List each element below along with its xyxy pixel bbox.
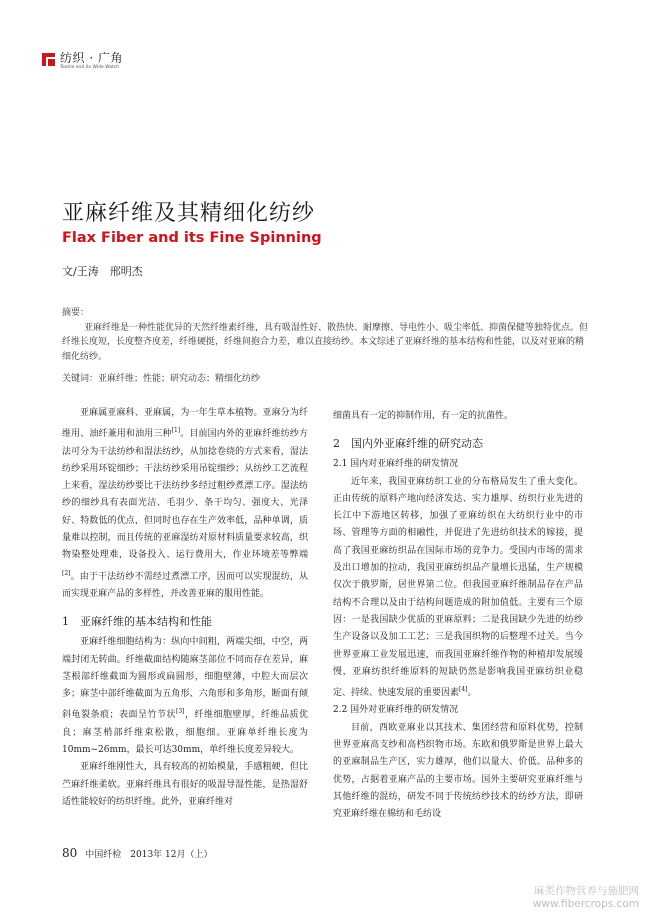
section-logo-icon xyxy=(42,53,55,66)
paragraph-intro: 亚麻属亚麻科、亚麻属，为一年生草本植物。亚麻分为纤维用、油纤兼用和油用三种[1]。目前国内外的亚麻纤维纺纱方法可分为干法纺纱和湿法纺纱，从加捻卷绕的方式来看，湿法纺纱采用环锭细纱；干法纺纱采用吊锭细纱；从纺纱工艺流程上来看，湿法纺纱要比干法纺纱多经过粗纱煮漂工序。湿法纺纱的细纱具有表面光洁、毛羽少、条干均匀、强度大、光泽好、特数低的优点，但同时也存在生产效率低，品种单调，质量难以控制，而且传统的亚麻湿纺对原材料质量要求较高，织物染整处理难，设备投入、运行费用大，作业环境差等弊端[2]。由于干法纺纱不需经过煮漂工序，因而可以实现混纺，从而实现亚麻产品的多样性，并改善亚麻的服用性能。 xyxy=(62,408,308,599)
abstract xyxy=(62,306,588,364)
citation-ref[interactable]: [4] xyxy=(459,686,468,694)
article-title-en: Flax Fiber and its Fine Spinning xyxy=(62,230,322,246)
paragraph-properties: 亚麻纤维刚性大，具有较高的初始模量，手感粗硬，但比苎麻纤维柔软。亚麻纤维具有很好的吸湿导湿性能，是热湿舒适性能较好的纺织纤维。此外，亚麻纤维对 xyxy=(62,762,308,807)
section-heading-1: 1 亚麻纤维的基本结构和性能 xyxy=(62,615,212,629)
abstract-label: 摘要： xyxy=(62,308,90,318)
citation-ref[interactable]: [3] xyxy=(176,708,185,716)
article-title-cn: 亚麻纤维及其精细化纺纱 xyxy=(62,201,316,226)
journal-info: 中国纤检 2013年 12月（上） xyxy=(85,850,213,860)
watermark xyxy=(533,885,639,911)
page-footer xyxy=(62,846,213,860)
section-header xyxy=(42,52,123,71)
section-title-cn: 纺织 · 广角 xyxy=(60,51,123,65)
subsection-heading-2-2: 2.2 国外对亚麻纤维的研发情况 xyxy=(333,705,459,716)
page-number: 80 xyxy=(62,846,78,860)
paragraph-continued: 细菌具有一定的抑制作用，有一定的抗菌性。 xyxy=(333,411,514,421)
abstract-text: 亚麻纤维是一种性能优异的天然纤维素纤维，具有吸湿性好、散热快、耐摩擦、导电性小、吸尘率低、抑菌保健等独特优点。但纤维长度短，长度整齐度差，纤维硬挺，纤维间抱合力差，难以直接纺纱。本文综述了亚麻纤维的基本结构和性能，以及对亚麻的精细化纺纱。 xyxy=(62,322,589,362)
paragraph-domestic: 近年来，我国亚麻纺织工业的分布格局发生了重大变化。正由传统的原料产地向经济发达、实力雄厚、纺织行业先进的长江中下游地区转移，加强了亚麻纺织在大纺织行业中的市场、管理等方面的相融性，并促进了先进纺织技术的嫁接，提高了我国亚麻纺织品在国际市场的竞争力。受国内市场的需求及出口增加的拉动，我国亚麻纺织品产量增长迅猛，生产规模仅次于俄罗斯，居世界第二位。但我国亚麻纤维制品存在产品结构不合理以及由于结构问题造成的附加值低。主要有三个原因：一是我国缺少优质的亚麻原料；二是我国缺少先进的纺纱生产设备以及加工工艺；三是我国织物的后整理不过关。当今世界亚麻工业发展迅速，而我国亚麻纤维作物的种植却发展缓慢，亚麻纺织纤维原料的短缺仍然是影响我国亚麻纺织业稳定、持续、快速发展的重要因素[4]。 xyxy=(333,476,583,699)
section-title-en: Textile and its Wide Watch xyxy=(60,65,120,70)
body-column-left xyxy=(62,405,308,811)
keywords: 关键词：亚麻纤维；性能；研究动态；精细化纺纱 xyxy=(62,374,261,384)
citation-ref[interactable]: [1] xyxy=(171,427,181,435)
article-authors: 文/王涛 邢明杰 xyxy=(62,265,143,278)
watermark-site-name: 麻类作物营养与施肥网 xyxy=(534,885,639,897)
section-heading-2: 2 国内外亚麻纤维的研究动态 xyxy=(333,437,483,451)
subsection-heading-2-1: 2.1 国内对亚麻纤维的研发情况 xyxy=(333,459,459,470)
citation-ref[interactable]: [2] xyxy=(62,569,71,577)
paragraph-structure: 亚麻纤维细胞结构为：纵向中间粗，两端尖细，中空，两端封闭无转曲。纤维截面结构随麻茎部位不同而存在差异，麻茎根部纤维截面为圆形或扁圆形，细胞壁薄，中腔大而层次多；麻茎中部纤维截面为五角形、六角形和多角形，断面有倾斜龟裂条痕；表面呈竹节状[3]，纤维细胞壁厚，纤维品质优良；麻茎梢部纤维束松散，细胞细。亚麻单纤维长度为10mm~26mm，最长可达30mm，单纤维长度差异较大。 xyxy=(62,637,308,756)
body-column-right xyxy=(333,408,583,824)
watermark-url: www.fibercrops.com xyxy=(532,898,639,910)
paragraph-foreign: 目前，西欧亚麻业以其技术、集团经营和原料优势，控制世界亚麻高支纱和高档织物市场。东欧和俄罗斯是世界上最大的亚麻制品生产区，实力雄厚，他们以量大、价低、品种多的优势，占据着亚麻产品的主要市场。国外主要研究亚麻纤维与其他纤维的混纺，研发不同于传统纺纱技术的纺纱方法，即研究亚麻纤维在棉纺和毛纺设 xyxy=(333,722,583,820)
